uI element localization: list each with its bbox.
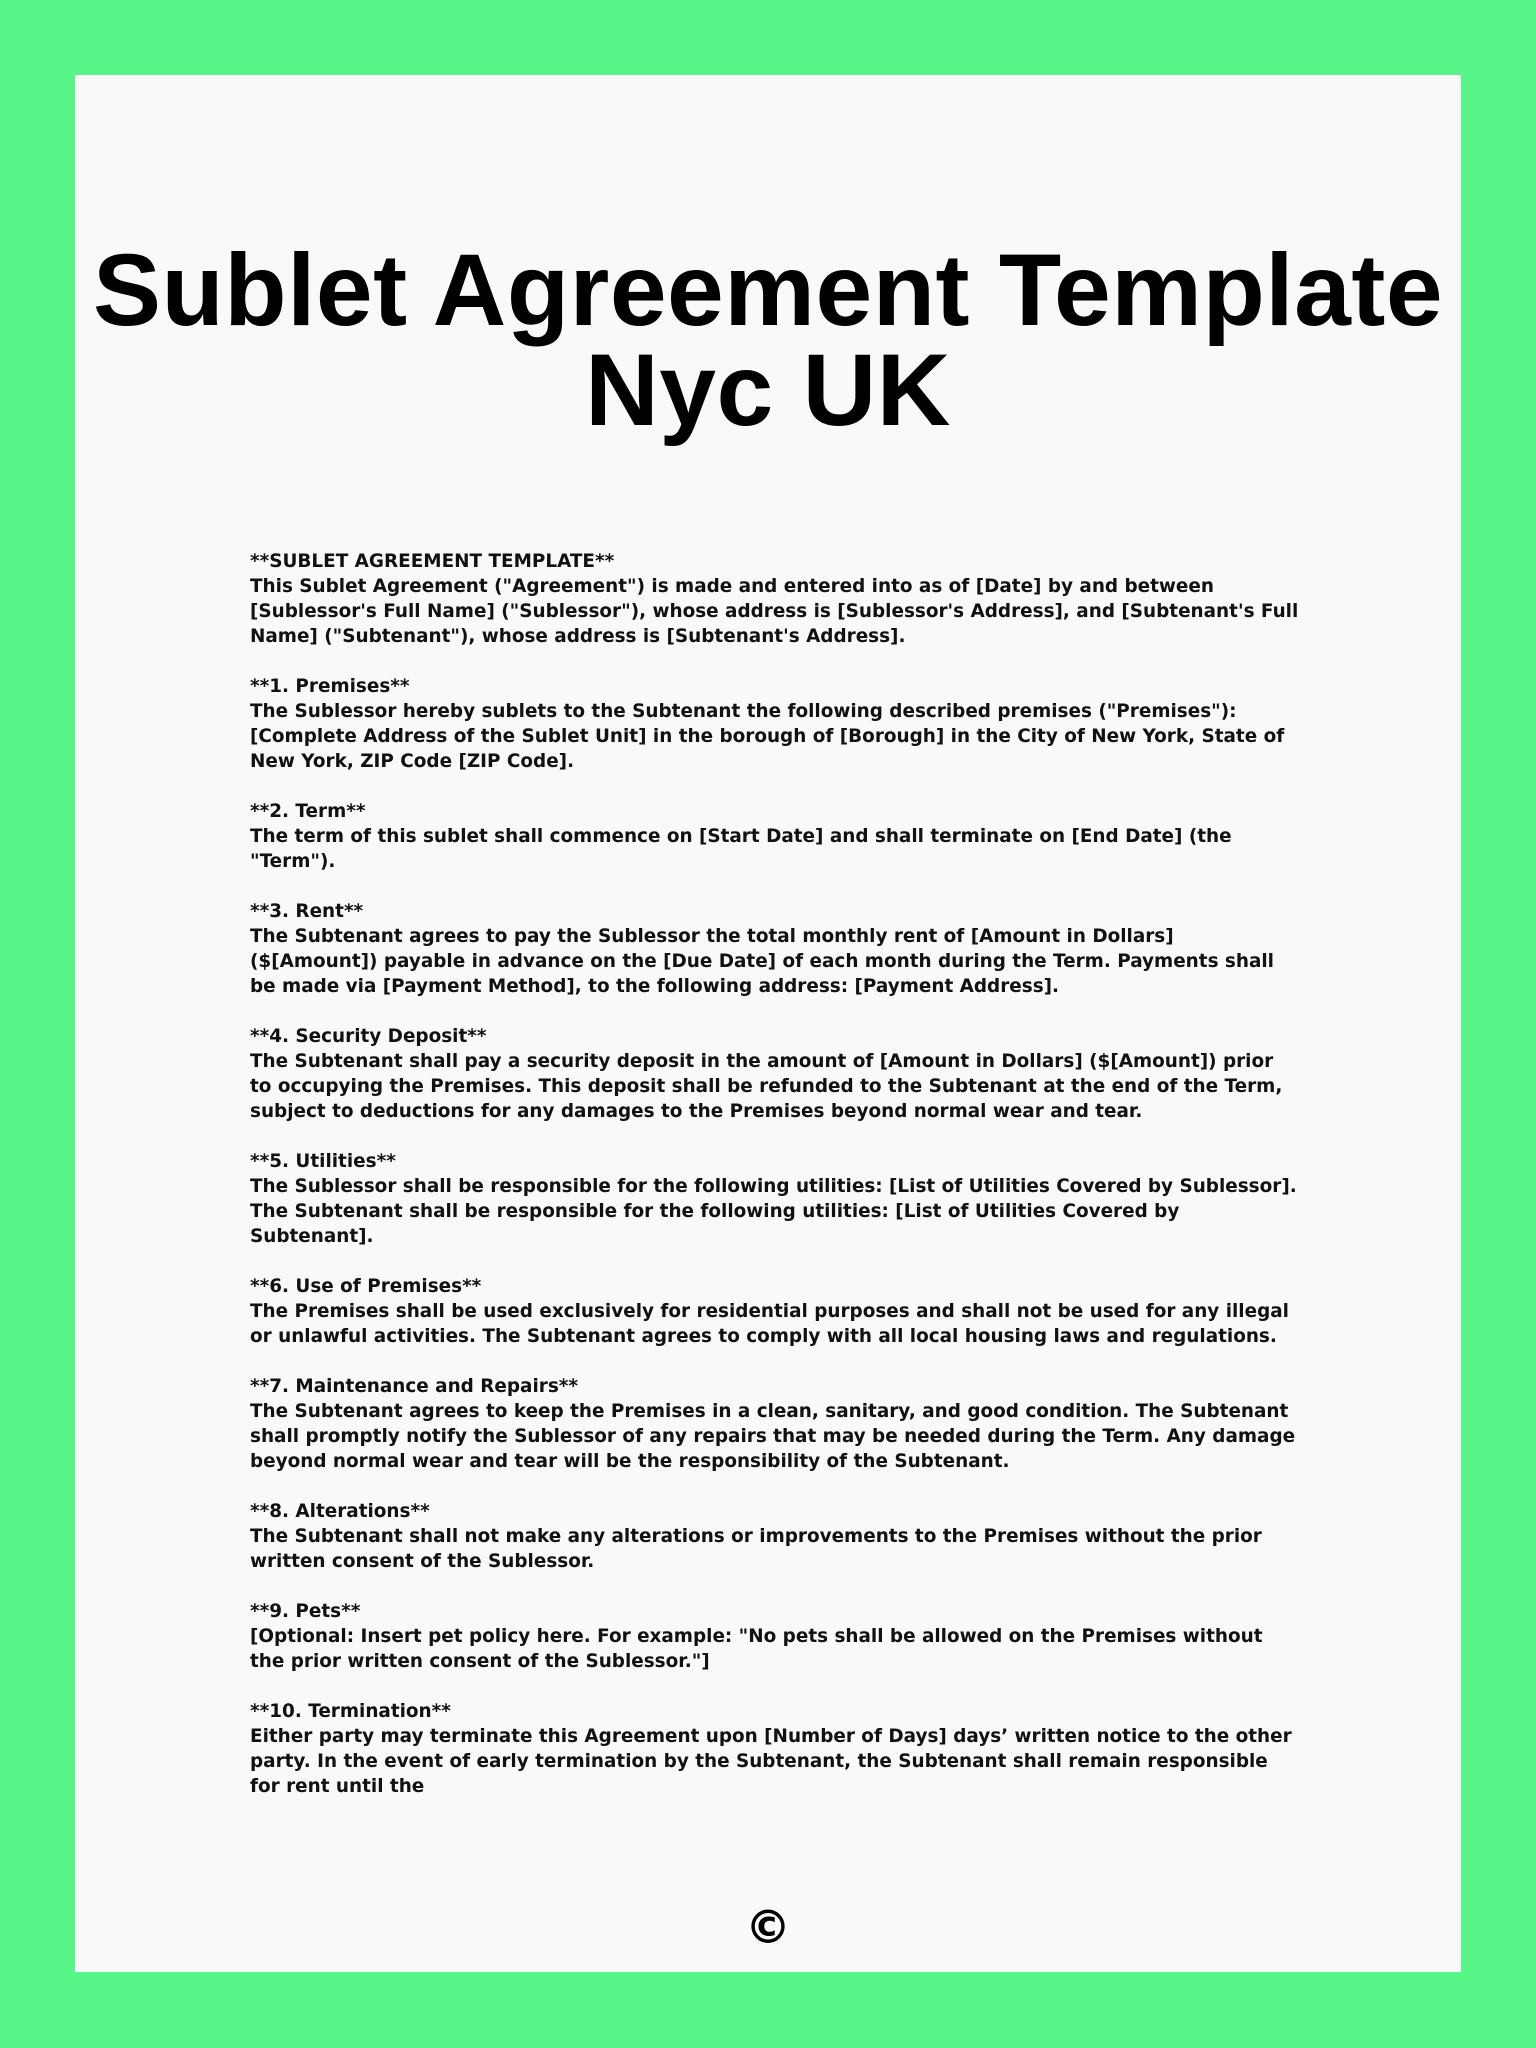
section-body: The Subtenant agrees to pay the Sublessor the total monthly rent of [Amount in Dollars] ($[Amount]) payable in advance on the [Due Date] of each month during the Term. Payments shall be made via [Payment Method], to the following address: [Payment Address].: [250, 926, 1274, 997]
document-heading: **SUBLET AGREEMENT TEMPLATE**: [250, 551, 615, 572]
section-heading: **3. Rent**: [250, 901, 364, 922]
section-use-of-premises: [250, 1274, 1300, 1349]
section-body: The term of this sublet shall commence on [Start Date] and shall terminate on [End Date] (the "Term").: [250, 826, 1232, 872]
section-heading: **2. Term**: [250, 801, 366, 822]
title-line-1: Sublet Agreement Template: [92, 233, 1444, 347]
section-premises: [250, 674, 1300, 774]
section-heading: **10. Termination**: [250, 1701, 451, 1722]
copyright-icon: ©: [745, 1900, 791, 1954]
agreement-body: [250, 549, 1300, 1824]
section-heading: **1. Premises**: [250, 676, 410, 697]
section-body: The Subtenant agrees to keep the Premises in a clean, sanitary, and good condition. The Subtenant shall promptly notify the Sublessor of any repairs that may be needed during the Term. Any damage beyond normal wear and tear will be the responsibility of the Subtenant.: [250, 1401, 1296, 1472]
section-pets: [250, 1599, 1300, 1674]
section-body: The Premises shall be used exclusively for residential purposes and shall not be used for any illegal or unlawful activities. The Subtenant agrees to comply with all local housing laws and regulations.: [250, 1301, 1289, 1347]
page-title: [0, 233, 1536, 447]
section-body: The Sublessor hereby sublets to the Subtenant the following described premises ("Premises"): [Complete Address of the Sublet Unit] in the borough of [Borough] in the City of New York, State of New York, ZIP Code [ZIP Code].: [250, 701, 1285, 772]
section-utilities: [250, 1149, 1300, 1249]
title-line-2: Nyc UK: [585, 333, 951, 447]
section-body: The Subtenant shall pay a security deposit in the amount of [Amount in Dollars] ($[Amount]) prior to occupying the Premises. This deposit shall be refunded to the Subtenant at the end of the Term, subject to deductions for any damages to the Premises beyond normal wear and tear.: [250, 1051, 1283, 1122]
section-rent: [250, 899, 1300, 999]
section-body: The Sublessor shall be responsible for the following utilities: [List of Utilities Covered by Sublessor]. The Subtenant shall be responsible for the following utilities: [List of Utilities Covered by Subtenant].: [250, 1176, 1297, 1247]
section-security-deposit: [250, 1024, 1300, 1124]
section-body: The Subtenant shall not make any alterations or improvements to the Premises without the prior written consent of the Sublessor.: [250, 1526, 1262, 1572]
section-heading: **5. Utilities**: [250, 1151, 396, 1172]
section-maintenance: [250, 1374, 1300, 1474]
section-body: Either party may terminate this Agreement upon [Number of Days] days’ written notice to the other party. In the event of early termination by the Subtenant, the Subtenant shall remain responsible for rent until the: [250, 1726, 1292, 1797]
section-heading: **8. Alterations**: [250, 1501, 430, 1522]
section-heading: **4. Security Deposit**: [250, 1026, 487, 1047]
section-term: [250, 799, 1300, 874]
section-heading: **7. Maintenance and Repairs**: [250, 1376, 578, 1397]
section-alterations: [250, 1499, 1300, 1574]
intro-paragraph: This Sublet Agreement ("Agreement") is made and entered into as of [Date] by and between [Sublessor's Full Name] ("Sublessor"), whose address is [Sublessor's Address], and [Subtenant's Full Name] ("Subtenant"), whose address is [Subtenant's Address].: [250, 576, 1299, 647]
section-heading: **6. Use of Premises**: [250, 1276, 482, 1297]
section-termination: [250, 1699, 1300, 1799]
section-body: [Optional: Insert pet policy here. For example: "No pets shall be allowed on the Premises without the prior written consent of the Sublessor."]: [250, 1626, 1263, 1672]
section-heading: **9. Pets**: [250, 1601, 361, 1622]
